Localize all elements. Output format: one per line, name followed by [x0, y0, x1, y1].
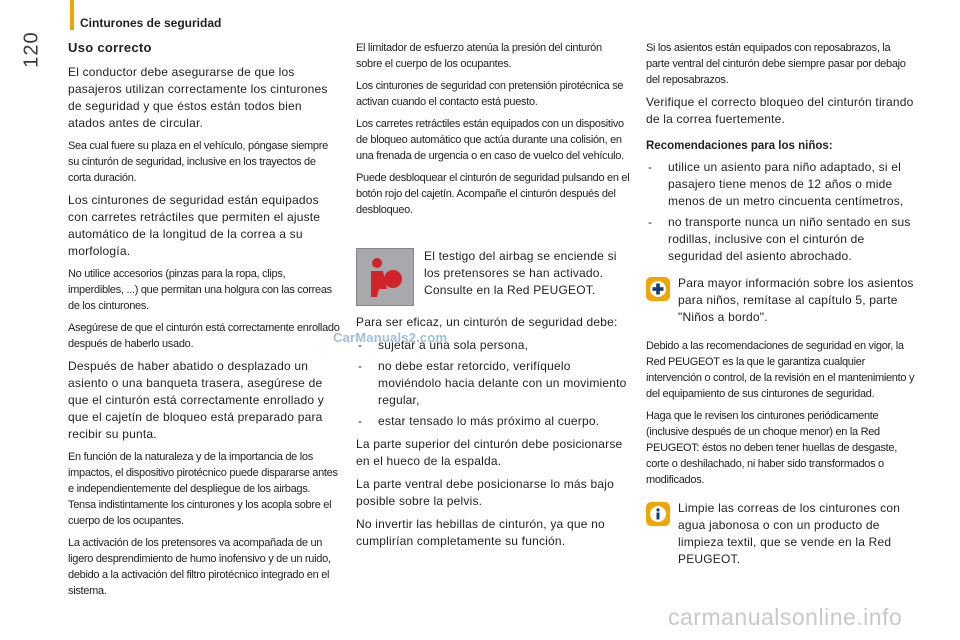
paragraph: La activación de los pretensores va acompañada de un ligero desprendimiento de humo inofensivo y de un ruido, debido a la activación del filtro pirotécnico integrado en el sistema.: [68, 537, 331, 597]
column-3: [646, 40, 916, 568]
paragraph: Después de haber abatido o desplazado un asiento o una banqueta trasera, asegúrese de que el cinturón está correctamente enrollado y que el cajetín de bloqueo está preparado para recibir su punta.: [68, 359, 325, 441]
paragraph: Verifique el correcto bloqueo del cinturón tirando de la correa fuertemente.: [646, 95, 914, 126]
list-item: - no transporte nunca un niño sentado en sus rodillas, inclusive con el cinturón de seguridad del asiento abrochado.: [646, 214, 916, 265]
paragraph: Para ser eficaz, un cinturón de seguridad debe:: [356, 315, 618, 329]
watermark: CarManuals2.com: [333, 330, 448, 345]
info-icon: [646, 502, 670, 526]
paragraph: Los carretes retráctiles están equipados con un dispositivo de bloqueo automático que actúa durante una colisión, en una frenada de urgencia o en caso de vuelco del vehículo.: [356, 118, 624, 162]
header-accent-bar: [70, 0, 74, 30]
column-1-paragraphs: [68, 64, 340, 599]
cleaning-note: [646, 500, 916, 568]
watermark: carmanualsonline.info: [668, 604, 903, 630]
belt-requirements-list: [356, 337, 630, 430]
list-item: - estar tensado lo más próximo al cuerpo.: [356, 413, 630, 430]
paragraph: Los cinturones de seguridad están equipados con carretes retráctiles que permiten el ajuste automático de la longitud de la correa a su morfología.: [68, 193, 321, 258]
airbag-text: El testigo del airbag se enciende si los pretensores se han activado. Consulte en la Red PEUGEOT.: [424, 249, 617, 297]
list-item: - sujetar a una sola persona,: [356, 337, 630, 354]
paragraph: La parte superior del cinturón debe posicionarse en el hueco de la espalda.: [356, 437, 623, 468]
cleaning-text: Limpie las correas de los cinturones con agua jabonosa o con un producto de limpieza textil, que se vende en la Red PEUGEOT.: [678, 501, 901, 566]
paragraph: La parte ventral debe posicionarse lo más bajo posible sobre la pelvis.: [356, 477, 615, 508]
airbag-warning-icon: [356, 248, 414, 306]
paragraph: Los cinturones de seguridad con pretensión pirotécnica se activan cuando el contacto está puesto.: [356, 80, 624, 108]
page-number: 120: [20, 31, 43, 68]
paragraph: Haga que le revisen los cinturones periódicamente (inclusive después de un choque menor) en la Red PEUGEOT: éstos no deben tener huellas de desgaste, corte o deshilachado, ni haber sido transformados o modificados.: [646, 410, 897, 486]
paragraph: Asegúrese de que el cinturón está correctamente enrollado después de haberlo usado.: [68, 322, 340, 350]
paragraph: Si los asientos están equipados con reposabrazos, la parte ventral del cinturón debe siempre pasar por debajo del reposabrazos.: [646, 42, 906, 86]
paragraph: El limitador de esfuerzo atenúa la presión del cinturón sobre el cuerpo de los ocupantes.: [356, 42, 602, 70]
paragraph: No utilice accesorios (pinzas para la ropa, clips, imperdibles, ...) que permitan una holgura con las correas de los cinturones.: [68, 268, 332, 312]
column-2: [356, 40, 630, 556]
kids-heading: Recomendaciones para los niños:: [646, 140, 833, 152]
paragraph: El conductor debe asegurarse de que los pasajeros utilizan correctamente los cinturones de seguridad y que éstos están todos bien atados antes de circular.: [68, 65, 328, 130]
kids-list: [646, 159, 916, 265]
list-item: - utilice un asiento para niño adaptado, si el pasajero tiene menos de 12 años o mide menos de un metro cincuenta centímetros,: [646, 159, 916, 210]
paragraph: Sea cual fuere su plaza en el vehículo, póngase siempre su cinturón de seguridad, inclusive en los trayectos de corta duración.: [68, 140, 328, 184]
paragraph: Puede desbloquear el cinturón de seguridad pulsando en el botón rojo del cajetín. Acompañe el cinturón después del desbloqueo.: [356, 172, 630, 216]
paragraph: Debido a las recomendaciones de seguridad en vigor, la Red PEUGEOT es la que le garantiza cualquier intervención o control, de la revisión en el mantenimiento y del equipamiento de sus cinturones de seguridad.: [646, 340, 915, 400]
plus-icon: [646, 277, 670, 301]
paragraph: En función de la naturaleza y de la importancia de los impactos, el dispositivo pirotécnico puede dispararse antes e independientemente del despliegue de los airbags. Tensa indistintamente los cinturones y los acopla sobre el cuerpo de los ocupantes.: [68, 451, 338, 527]
section-title: Cinturones de seguridad: [80, 16, 222, 30]
paragraph: No invertir las hebillas de cinturón, ya que no cumplirían completamente su función.: [356, 517, 605, 548]
more-info-text: Para mayor información sobre los asientos para niños, remítase al capítulo 5, parte "Niños a bordo".: [678, 276, 914, 324]
airbag-notice: [356, 248, 630, 306]
section-heading: Uso correcto: [68, 40, 152, 55]
column-1: [68, 40, 340, 605]
list-item: - no debe estar retorcido, verifíquelo moviéndolo hacia delante con un movimiento regular,: [356, 358, 630, 409]
more-info-note: [646, 275, 916, 326]
